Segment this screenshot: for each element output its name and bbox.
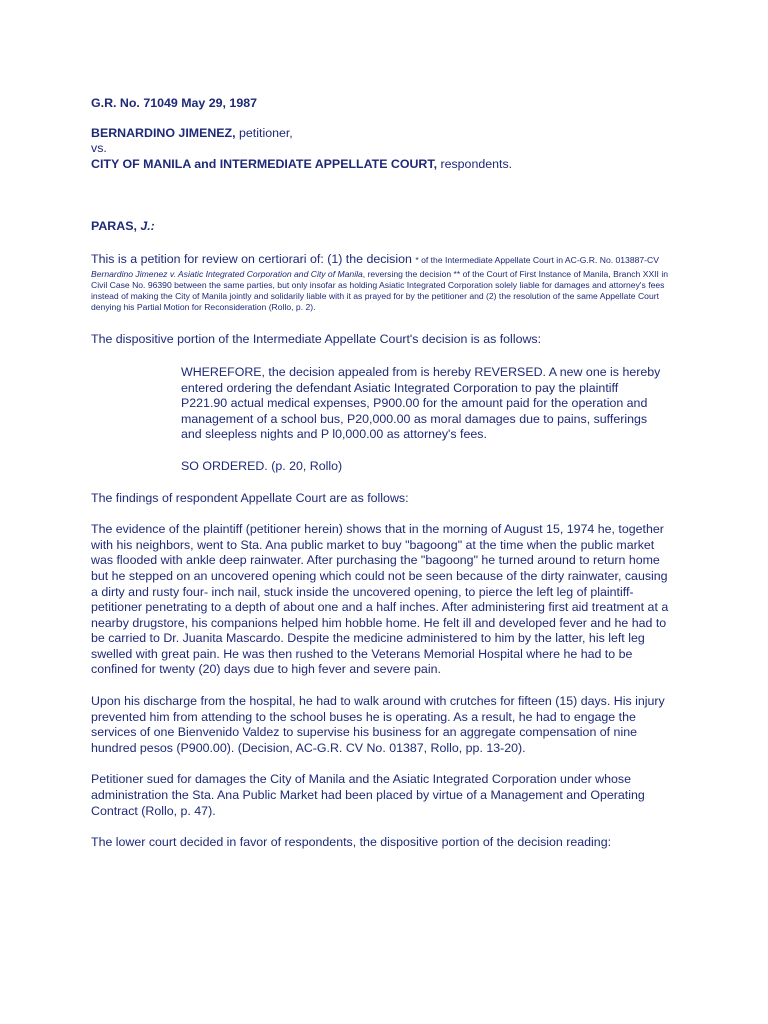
case-number: G.R. No. 71049 May 29, 1987 [91, 96, 257, 110]
intro-note-b: , reversing the decision ** of the Court of First Instance of Manila, Branch XXII in Civil Case No. 96390 between the same parties, but only insofar as holding Asiatic Integrated Corporation solely liable for damages and attorney's fees instead of making the City of Manila jointly and solidarily liable with it as prayed for by the petitioner and (2) the resolution of the same Appellate Court denying his Partial Motion for Reconsideration (Rollo, p. 2). [91, 268, 669, 313]
findings-intro: The findings of respondent Appellate Court are as follows: [91, 490, 409, 505]
versus-line: vs. [91, 141, 107, 156]
discharge-paragraph: Upon his discharge from the hospital, he had to walk around with crutches for fifteen (15) days. His injury prevented him from attending to the school buses he is operating. As a result, he had to engage the services of one Bienvenido Valdez to supervise his business for an aggregate compensation of nine hundred pesos (P900.00). (Decision, AC-G.R. CV No. 01387, Rollo, pp. 13-20). [91, 694, 665, 755]
respondents-line [91, 157, 671, 173]
respondents-name: CITY OF MANILA and INTERMEDIATE APPELLATE COURT, [91, 156, 438, 171]
lower-court-paragraph: The lower court decided in favor of respondents, the dispositive portion of the decision reading: [91, 835, 612, 850]
respondents-role: respondents. [437, 156, 513, 171]
evidence-paragraph: The evidence of the plaintiff (petitioner herein) shows that in the morning of August 15, 1974 he, together with his neighbors, went to Sta. Ana public market to buy "bagoong" at the time when the public market was flooded with ankle deep rainwater. After purchasing the "bagoong" he turned around to return home but he stepped on an uncovered opening which could not be seen because of the dirty rainwater, causing a dirty and rusty four- inch nail, stuck inside the uncovered opening, to pierce the left leg of plaintiff-petitioner penetrating to a depth of about one and a half inches. After administering first aid treatment at a nearby drugstore, his companions helped him hobble home. He felt ill and developed fever and he had to be carried to Dr. Juanita Mascardo. Despite the medicine administered to him by the latter, his left leg swelled with great pain. He was then rushed to the Veterans Memorial Hospital where he had to be confined for twenty (20) days due to high fever and severe pain. [91, 522, 669, 677]
ponente-name: PARAS, [91, 219, 137, 234]
petitioner-name: BERNARDINO JIMENEZ, [91, 125, 236, 140]
ponente-line [91, 219, 671, 235]
petitioner-sued-paragraph: Petitioner sued for damages the City of Manila and the Asiatic Integrated Corporation under whose administration the Sta. Ana Public Market had been placed by virtue of a Management and Operating Contract (Rollo, p. 47). [91, 772, 645, 818]
intro-lead: This is a petition for review on certiorari of: (1) the decision [91, 251, 416, 266]
intro-case-title: Bernardino Jimenez v. Asiatic Integrated Corporation and City of Manila [91, 268, 363, 279]
intro-note-a: * of the Intermediate Appellate Court in AC-G.R. No. 013887-CV [415, 254, 659, 265]
dispositive-intro: The dispositive portion of the Intermediate Appellate Court's decision is as follows: [91, 332, 542, 347]
petitioner-role: petitioner, [235, 125, 293, 140]
intro-paragraph [91, 252, 671, 312]
ponente-title: J.: [136, 219, 155, 234]
petitioner-line [91, 126, 671, 142]
quote-so-ordered: SO ORDERED. (p. 20, Rollo) [181, 458, 343, 473]
quote-wherefore: WHEREFORE, the decision appealed from is hereby REVERSED. A new one is hereby entered ordering the defendant Asiatic Integrated Corporation to pay the plaintiff P221.90 actual medical expenses, P900.00 for the amount paid for the operation and management of a school bus, P20,000.00 as moral damages due to pains, sufferings and sleepless nights and P l0,000.00 as attorney's fees. [181, 364, 661, 442]
document-page [91, 96, 671, 851]
